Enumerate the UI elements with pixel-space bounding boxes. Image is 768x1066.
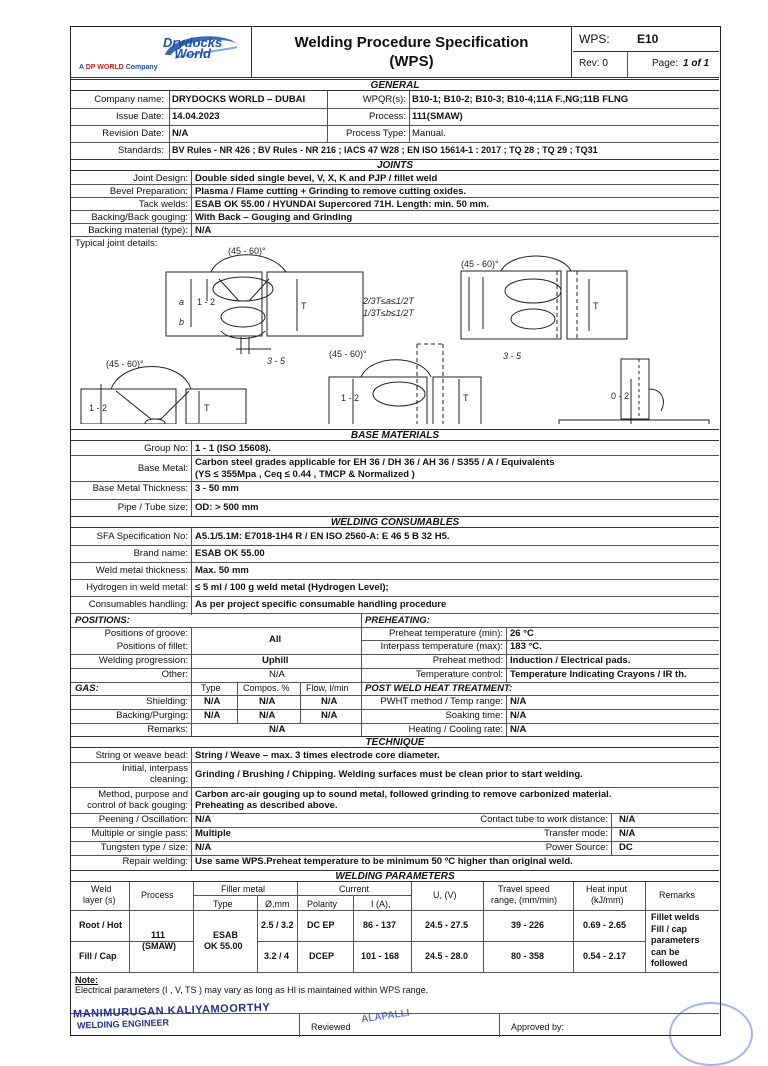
company-logo <box>71 27 252 77</box>
standards-value: BV Rules - NR 426 ; BV Rules - NR 216 ; IACS 47 W28 ; EN ISO 15614-1 : 2017 ; TQ 28 ; TQ 29 ; TQ31 <box>172 145 598 155</box>
issue-date-label: Issue Date: <box>115 111 164 122</box>
param-row-0-heat: 0.69 - 2.65 <box>583 920 627 930</box>
positions-other-label: Other: <box>161 669 188 680</box>
gas-col-compos: Compos. % <box>243 683 290 693</box>
bevel-preparation-value: Plasma / Flame cutting + Grinding to remove cutting oxides. <box>195 186 467 197</box>
engineer-stamp-name: MANIMURUGAN KALIYAMOORTHY <box>72 1001 271 1021</box>
wps-document <box>70 26 721 1036</box>
param-remark-line-4: followed <box>651 958 688 968</box>
param-row-0-amp: 86 - 137 <box>363 920 397 930</box>
process-label: Process: <box>369 111 406 122</box>
engineer-stamp-role: WELDING ENGINEER <box>76 1017 170 1031</box>
page-label: Page: <box>652 58 679 69</box>
param-type-1: ESAB <box>213 930 239 940</box>
param-h-layer-2: layer (s) <box>83 895 116 905</box>
joint-details-sketch <box>71 239 719 424</box>
issue-date-value: 14.04.2023 <box>172 111 220 122</box>
wpqr-value: B10-1; B10-2; B10-3; B10-4;11A F.,NG;11B FLNG <box>412 94 629 105</box>
param-remark-line-2: parameters <box>651 935 700 945</box>
power-source-value: DC <box>619 842 633 853</box>
sketch-t-1: T <box>301 301 307 311</box>
param-row-1-amp: 101 - 168 <box>361 951 400 961</box>
gouging-value-2: Preheating as described above. <box>195 800 338 811</box>
back-gouging-value: With Back – Gouging and Grinding <box>195 212 353 223</box>
joint-design-label: Joint Design: <box>133 173 188 184</box>
param-h-polarity: Polarity <box>307 899 338 909</box>
section-consumables-heading: WELDING CONSUMABLES <box>71 516 719 528</box>
sketch-angle-3: (45 - 60)° <box>106 359 144 369</box>
pwht-method-value: N/A <box>510 696 527 707</box>
gas-col-flow: Flow, l/min <box>306 683 349 693</box>
sketch-root-2: 3 - 5 <box>503 351 522 361</box>
group-no-label: Group No: <box>144 443 188 454</box>
power-source-label: Power Source: <box>545 842 608 853</box>
wps-value: E10 <box>637 32 659 46</box>
process-value: 111(SMAW) <box>412 111 463 122</box>
ctwd-label: Contact tube to work distance: <box>480 814 608 825</box>
interpass-max-label: Interpass temperature (max): <box>380 641 503 652</box>
heating-rate-label: Heating / Cooling rate: <box>408 724 503 735</box>
heating-rate-value: N/A <box>510 724 527 735</box>
sketch-angle-4: (45 - 60)° <box>329 349 367 359</box>
gas-backing-compos: N/A <box>259 710 276 721</box>
soaking-time-value: N/A <box>510 710 527 721</box>
gas-col-type: Type <box>201 683 221 693</box>
note-text: Electrical parameters (I , V, TS ) may vary as long as HI is maintained within WPS range. <box>75 985 429 995</box>
sketch-fillet-gap: 0 - 2 <box>611 391 630 401</box>
param-h-heat-1: Heat input <box>586 884 628 894</box>
base-metal-value-2: (YS ≤ 355Mpa , Ceq ≤ 0.44 , TMCP & Normalized ) <box>195 469 415 480</box>
param-row-1-layer: Fill / Cap <box>79 951 117 961</box>
param-h-amp: I (A), <box>371 899 391 909</box>
revision-date-label: Revision Date: <box>102 128 164 139</box>
tack-welds-label: Tack welds: <box>138 199 188 210</box>
sfa-spec-value: A5.1/5.1M: E7018-1H4 R / EN ISO 2560-A: E 46 5 B 32 H5. <box>195 531 450 542</box>
section-technique-heading: TECHNIQUE <box>71 736 719 748</box>
param-row-0-layer: Root / Hot <box>79 920 122 930</box>
gouging-label-1: Method, purpose and <box>98 789 188 800</box>
param-row-1-volt: 24.5 - 28.0 <box>425 951 469 961</box>
title-line-2: (WPS) <box>389 53 434 70</box>
param-row-1-polarity: DCEP <box>309 951 335 961</box>
param-h-speed-2: range, (mm/min) <box>491 895 558 905</box>
section-general-heading: GENERAL <box>71 79 719 91</box>
standards-label: Standards: <box>118 145 164 156</box>
base-metal-label: Base Metal: <box>137 463 188 474</box>
cleaning-label-2: cleaning: <box>149 774 188 785</box>
back-gouging-label: Backing/Back gouging: <box>91 212 188 223</box>
param-h-speed-1: Travel speed <box>498 884 550 894</box>
interpass-max-value: 183 °C. <box>510 641 542 652</box>
logo-line-1: Drydocks <box>163 35 223 50</box>
preheat-method-label: Preheat method: <box>432 655 503 666</box>
bead-value: String / Weave – max. 3 times electrode core diameter. <box>195 750 440 761</box>
gas-backing-label: Backing/Purging: <box>116 710 188 721</box>
param-h-heat-2: (kJ/mm) <box>591 895 624 905</box>
cleaning-label-1: Initial, interpass <box>121 763 188 774</box>
positions-other-value: N/A <box>269 669 285 680</box>
gas-heading: GAS: <box>75 683 99 694</box>
pwht-method-label: PWHT method / Temp range: <box>380 696 503 707</box>
preheating-heading: PREHEATING: <box>365 615 430 626</box>
sketch-gap-1: 1 - 2 <box>197 297 216 307</box>
logo-sub-suffix: Company <box>125 64 158 71</box>
approved-by-label: Approved by: <box>511 1022 565 1032</box>
joint-sketch-v-groove <box>81 367 246 425</box>
rev-label: Rev: 0 <box>579 58 608 69</box>
param-h-filler: Filler metal <box>221 884 266 894</box>
sketch-gap-4: 1 - 2 <box>341 393 360 403</box>
param-h-process: Process <box>141 890 174 900</box>
section-parameters-heading: WELDING PARAMETERS <box>71 870 719 882</box>
param-row-0-polarity: DC EP <box>307 920 335 930</box>
param-h-current: Current <box>339 884 370 894</box>
positions-value: All <box>269 634 282 645</box>
cleaning-value: Grinding / Brushing / Chipping. Welding surfaces must be clean prior to start welding. <box>195 769 583 780</box>
logo-text <box>163 37 222 59</box>
reviewer-stamp: ALAPALLI <box>360 1007 411 1026</box>
group-no-value: 1 - 1 (ISO 15608). <box>195 443 272 454</box>
gas-backing-type: N/A <box>204 710 221 721</box>
sketch-angle-1: (45 - 60)° <box>228 246 266 256</box>
param-row-0-speed: 39 - 226 <box>511 920 545 930</box>
logo-line-2: World <box>174 46 211 61</box>
section-base-materials-heading: BASE MATERIALS <box>71 429 719 441</box>
document-header <box>71 27 719 78</box>
pass-value: Multiple <box>195 828 231 839</box>
transfer-mode-value: N/A <box>619 828 636 839</box>
sfa-spec-label: SFA Specification No: <box>96 531 188 542</box>
param-process-2: (SMAW) <box>142 941 176 951</box>
note-title: Note: <box>75 975 98 985</box>
gas-shielding-type: N/A <box>204 696 221 707</box>
param-remark-line-1: Fill / cap <box>651 923 688 934</box>
param-row-0-dia: 2.5 / 3.2 <box>261 920 294 930</box>
brand-name-label: Brand name: <box>133 548 188 559</box>
logo-sub-prefix: A <box>79 64 84 71</box>
wps-info <box>573 27 719 77</box>
gouging-value-1: Carbon arc-air gouging up to sound metal, followed grinding to remove carbonized material. <box>195 789 612 800</box>
brand-name-value: ESAB OK 55.00 <box>195 548 265 559</box>
param-remark-line-0: Fillet welds <box>651 912 700 922</box>
title-line-1: Welding Procedure Specification <box>294 34 529 51</box>
base-metal-thickness-value: 3 - 50 mm <box>195 483 239 494</box>
wpqr-label: WPQR(s): <box>362 94 406 105</box>
logo-subtitle <box>79 64 158 71</box>
pwht-heading: POST WELD HEAT TREATMENT: <box>365 683 513 694</box>
base-metal-thickness-label: Base Metal Thickness: <box>92 483 188 494</box>
process-type-value: Manual. <box>412 128 446 139</box>
param-h-type: Type <box>213 899 233 909</box>
joint-sketch-double-v <box>166 255 363 354</box>
bevel-preparation-label: Bevel Preparation: <box>109 186 188 197</box>
param-h-layer-1: Weld <box>91 884 112 894</box>
temperature-control-value: Temperature Indicating Crayons / IR th. <box>510 669 687 680</box>
param-row-1-heat: 0.54 - 2.17 <box>583 951 627 961</box>
peening-label: Peening / Oscillation: <box>98 814 188 825</box>
pass-label: Multiple or single pass: <box>91 828 188 839</box>
temperature-control-label: Temperature control: <box>415 669 503 680</box>
gas-shielding-label: Shielding: <box>146 696 188 707</box>
page-value: 1 of 1 <box>683 58 710 69</box>
pipe-size-value: OD: > 500 mm <box>195 502 259 513</box>
param-h-volt: U, (V) <box>433 890 457 900</box>
pipe-size-label: Pipe / Tube size: <box>117 502 188 513</box>
sketch-b-1: b <box>179 317 185 327</box>
hydrogen-value: ≤ 5 ml / 100 g weld metal (Hydrogen Level); <box>195 582 389 593</box>
param-remarks <box>651 912 700 970</box>
reviewed-by-label: Reviewed <box>311 1022 351 1032</box>
sketch-root-1: 3 - 5 <box>267 356 286 366</box>
gas-backing-flow: N/A <box>321 710 338 721</box>
param-h-dia: Ø,mm <box>265 899 290 909</box>
revision-date-value: N/A <box>172 128 189 139</box>
preheat-method-value: Induction / Electrical pads. <box>510 655 631 666</box>
gas-shielding-flow: N/A <box>321 696 338 707</box>
section-joints-heading: JOINTS <box>71 159 719 171</box>
param-type-2: OK 55.00 <box>204 941 243 951</box>
preheat-min-value: 26 °C <box>510 628 534 639</box>
param-row-0-volt: 24.5 - 27.5 <box>425 920 469 930</box>
sketch-t-3: T <box>204 403 210 413</box>
peening-value: N/A <box>195 814 212 825</box>
tungsten-value: N/A <box>195 842 212 853</box>
param-row-1-dia: 3.2 / 4 <box>264 951 290 961</box>
gouging-label-2: control of back gouging: <box>87 800 188 811</box>
weld-metal-thickness-value: Max. 50 mm <box>195 565 249 576</box>
logo-sub-brand: DP WORLD <box>85 64 124 71</box>
sketch-gap-3: 1 - 2 <box>89 403 108 413</box>
sketch-angle-2: (45 - 60)° <box>461 259 499 269</box>
param-process-1: 111 <box>151 930 166 940</box>
joint-design-value: Double sided single bevel, V, X, K and PJP / fillet weld <box>195 173 438 184</box>
welding-progression-value: Uphill <box>262 655 289 666</box>
hydrogen-label: Hydrogen in weld metal: <box>86 582 188 593</box>
sketch-ratio-2: 1/3T≤b≤1/2T <box>363 308 414 318</box>
gas-remarks-label: Remarks: <box>147 724 188 735</box>
param-row-1-speed: 80 - 358 <box>511 951 545 961</box>
sketch-ratio-1: 2/3T≤a≤1/2T <box>363 296 414 306</box>
weld-metal-thickness-label: Weld metal thickness: <box>95 565 188 576</box>
process-type-label: Process Type: <box>345 128 406 139</box>
document-title <box>252 27 572 77</box>
welding-progression-label: Welding progression: <box>98 655 188 666</box>
transfer-mode-label: Transfer mode: <box>543 828 608 839</box>
wps-label: WPS: <box>579 32 610 46</box>
bead-label: String or weave bead: <box>95 750 188 761</box>
consumables-handling-label: Consumables handling: <box>88 599 188 610</box>
company-seal-icon <box>669 1002 753 1066</box>
tack-welds-value: ESAB OK 55.00 / HYUNDAI Supercored 71H. Length: min. 50 mm. <box>195 199 490 210</box>
positions-groove-label: Positions of groove: <box>104 628 188 639</box>
ctwd-value: N/A <box>619 814 636 825</box>
sketch-t-4: T <box>463 393 469 403</box>
gas-remarks-value: N/A <box>269 724 286 735</box>
sketch-t-2: T <box>593 301 599 311</box>
gas-shielding-compos: N/A <box>259 696 276 707</box>
param-h-remarks: Remarks <box>659 890 696 900</box>
backing-material-label: Backing material (type): <box>88 225 188 236</box>
company-name-value: DRYDOCKS WORLD – DUBAI <box>172 94 306 105</box>
tungsten-label: Tungsten type / size: <box>100 842 188 853</box>
param-remark-line-3: can be <box>651 946 680 957</box>
positions-heading: POSITIONS: <box>75 615 130 626</box>
base-metal-value-1: Carbon steel grades applicable for EH 36 / DH 36 / AH 36 / S355 / A / Equivalents <box>195 457 555 468</box>
sketch-a-1: a <box>179 297 185 307</box>
repair-welding-label: Repair welding: <box>122 856 188 867</box>
backing-material-value: N/A <box>195 225 212 236</box>
joint-sketch-fillet <box>559 359 709 424</box>
preheat-min-label: Preheat temperature (min): <box>388 628 503 639</box>
company-name-label: Company name: <box>94 94 164 105</box>
consumables-handling-value: As per project specific consumable handling procedure <box>195 599 447 610</box>
typical-joint-details-label: Typical joint details: <box>75 238 158 249</box>
soaking-time-label: Soaking time: <box>445 710 503 721</box>
positions-fillet-label: Positions of fillet: <box>116 641 188 652</box>
repair-welding-value: Use same WPS.Preheat temperature to be minimum 50 ºC higher than original weld. <box>195 856 573 867</box>
